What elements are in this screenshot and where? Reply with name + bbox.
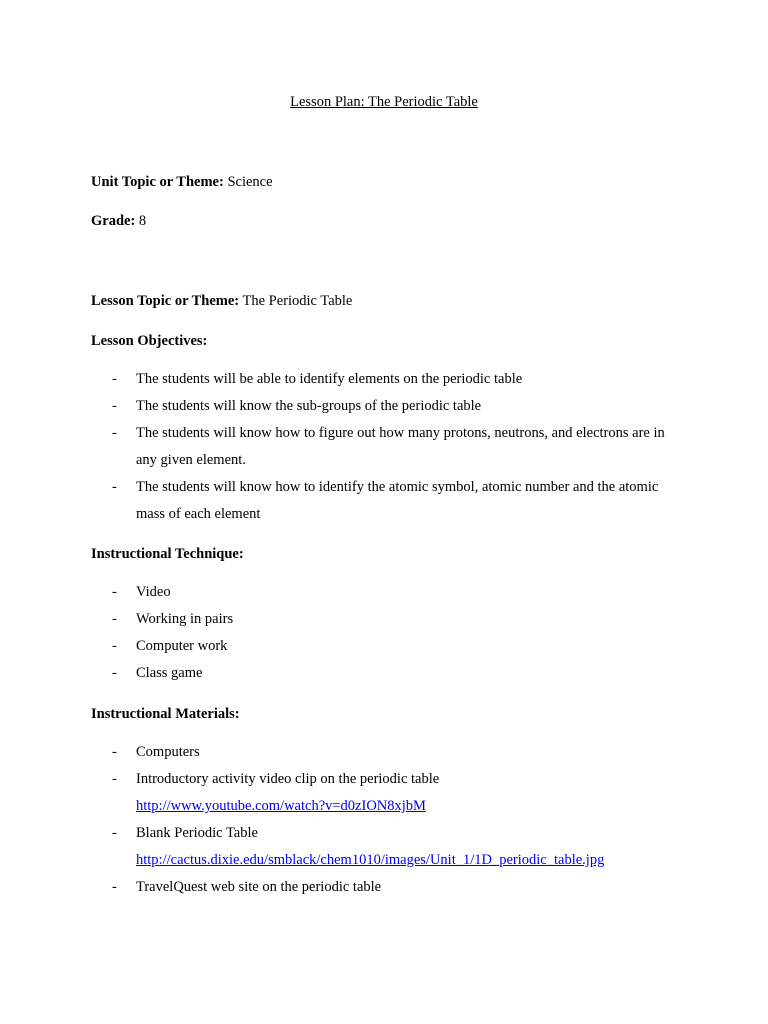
list-item xyxy=(0,579,768,606)
objectives-list xyxy=(0,366,768,528)
lesson-topic-value: The Periodic Table xyxy=(242,293,353,309)
list-bullet: - xyxy=(112,425,117,441)
material-text: TravelQuest web site on the periodic table xyxy=(136,879,382,895)
list-item xyxy=(0,820,768,874)
lesson-topic-label: Lesson Topic or Theme: xyxy=(91,293,240,309)
document-title xyxy=(0,93,768,111)
technique-heading: Instructional Technique: xyxy=(91,546,244,562)
unit-topic-value: Science xyxy=(227,174,273,190)
list-bullet: - xyxy=(112,479,117,495)
list-bullet: - xyxy=(112,638,117,654)
technique-text: Working in pairs xyxy=(136,611,234,627)
technique-text: Computer work xyxy=(136,638,228,654)
list-item xyxy=(0,660,768,687)
lesson-topic-field xyxy=(91,292,352,310)
objective-text: The students will know the sub-groups of the periodic table xyxy=(136,398,482,414)
list-item xyxy=(0,606,768,633)
grade-field xyxy=(91,212,146,230)
material-text: Computers xyxy=(136,744,200,760)
grade-label: Grade: xyxy=(91,213,136,229)
list-item xyxy=(0,393,768,420)
list-item xyxy=(0,766,768,820)
unit-topic-label: Unit Topic or Theme: xyxy=(91,174,224,190)
list-item xyxy=(0,874,768,901)
list-bullet: - xyxy=(112,611,117,627)
list-item xyxy=(0,633,768,660)
objective-text: The students will know how to figure out how many protons, neutrons, and electrons are in any given element. xyxy=(136,425,665,468)
list-bullet: - xyxy=(112,825,117,841)
video-clip-link[interactable]: http://www.youtube.com/watch?v=d0zION8xjbM xyxy=(136,798,426,814)
material-text: Blank Periodic Table xyxy=(136,825,258,841)
list-bullet: - xyxy=(112,398,117,414)
unit-topic-field xyxy=(91,173,273,191)
objective-text: The students will know how to identify the atomic symbol, atomic number and the atomic mass of each element xyxy=(136,479,659,522)
objectives-heading: Lesson Objectives: xyxy=(91,333,208,349)
materials-heading: Instructional Materials: xyxy=(91,706,240,722)
list-item xyxy=(0,366,768,393)
document-title-text: Lesson Plan: The Periodic Table xyxy=(290,94,478,110)
list-bullet: - xyxy=(112,771,117,787)
technique-text: Video xyxy=(136,584,171,600)
list-bullet: - xyxy=(112,744,117,760)
list-bullet: - xyxy=(112,584,117,600)
periodic-table-image-link[interactable]: http://cactus.dixie.edu/smblack/chem1010/images/Unit_1/1D_periodic_table.jpg xyxy=(136,852,605,868)
list-bullet: - xyxy=(112,879,117,895)
list-item xyxy=(0,739,768,766)
grade-value: 8 xyxy=(138,213,147,229)
techniques-list xyxy=(0,579,768,687)
list-bullet: - xyxy=(112,665,117,681)
objective-text: The students will be able to identify elements on the periodic table xyxy=(136,371,523,387)
list-bullet: - xyxy=(112,371,117,387)
technique-text: Class game xyxy=(136,665,203,681)
list-item xyxy=(0,474,768,528)
material-text: Introductory activity video clip on the periodic table xyxy=(136,771,440,787)
list-item xyxy=(0,420,768,474)
materials-list xyxy=(0,739,768,901)
